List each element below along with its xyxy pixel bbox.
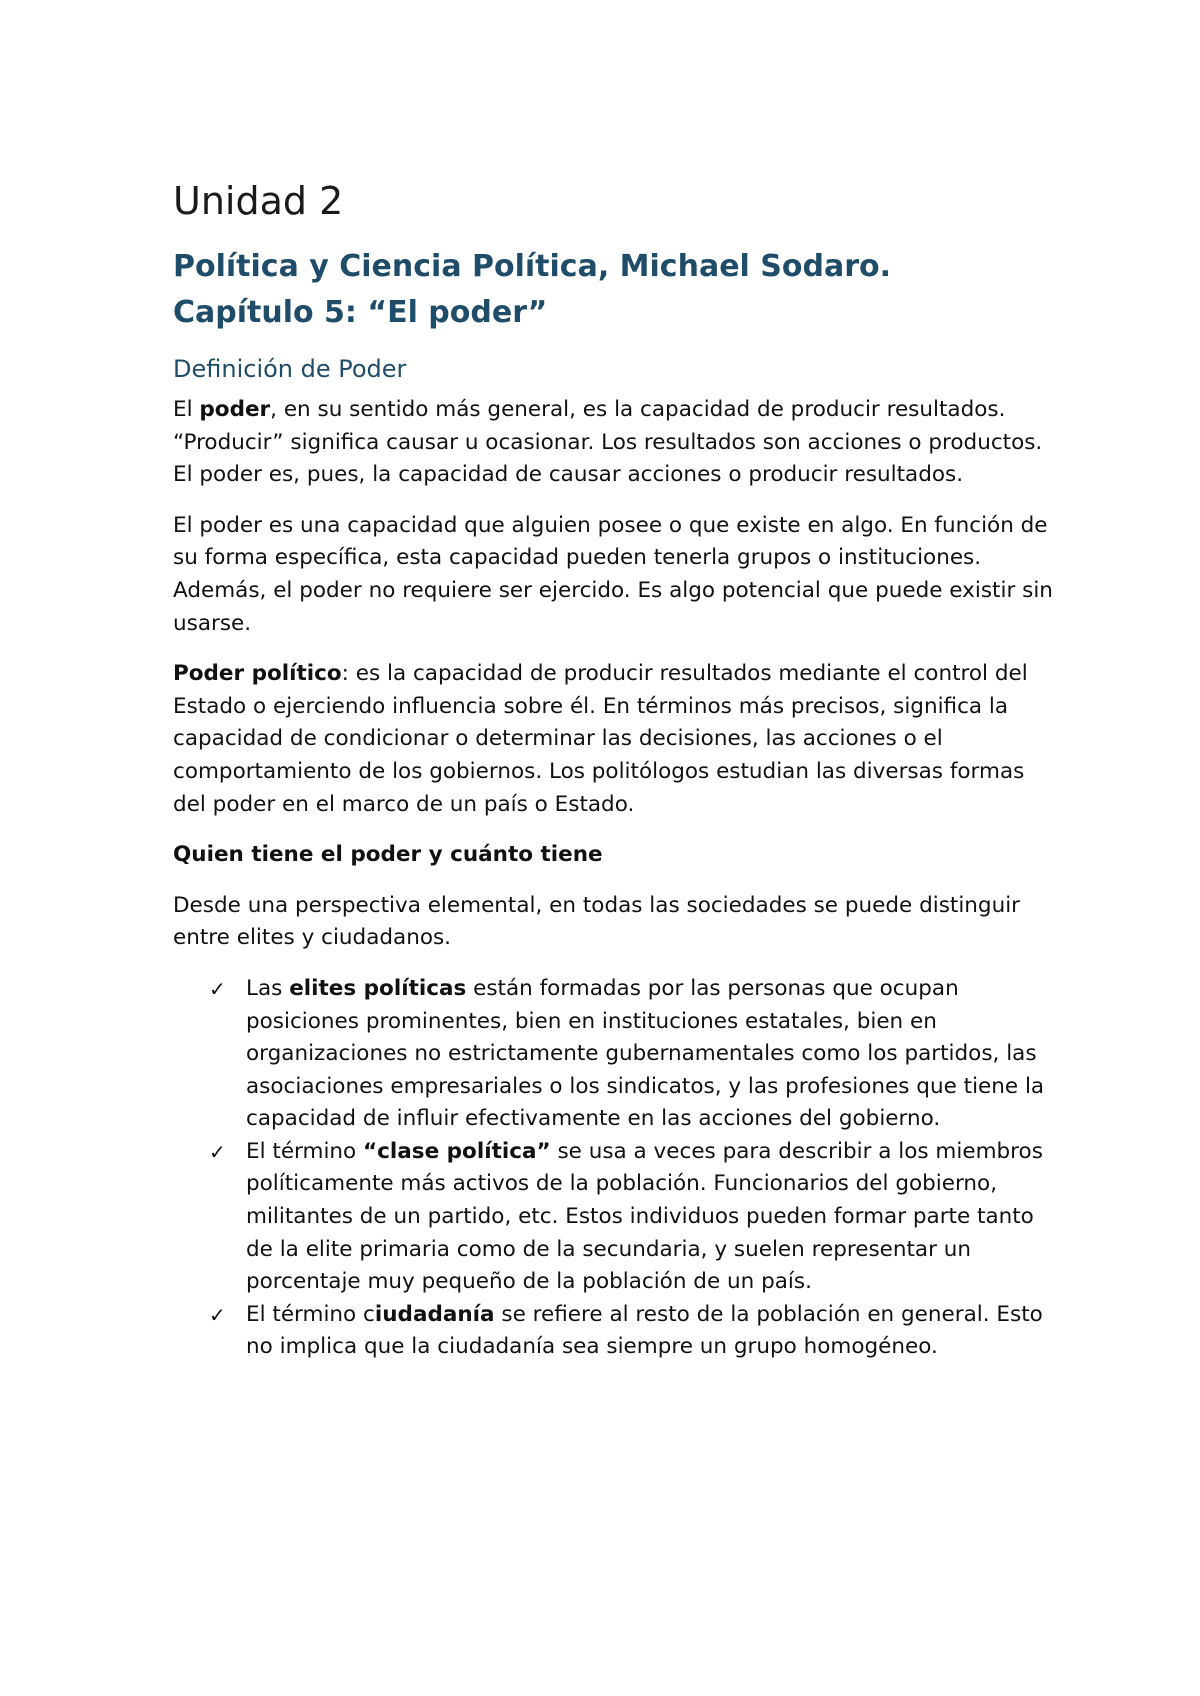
text-run: se usa a veces para describir a los miembros políticamente más activos de la población. Funcionarios del gobierno, militantes de un partido, etc. Estos individuos pueden formar parte tanto de la elite primaria como de la secundaria, y suelen representar un porcentaje muy pequeño de la población de un país. [246,1138,1043,1295]
section-title: Definición de Poder [173,355,407,383]
unit-title: Unidad 2 [173,179,344,223]
text-run: Las [246,975,290,1001]
list-item-clase-politica [173,1136,1053,1299]
text-run: , en su sentido más general, es la capacidad de producir resultados. “Producir” significa causar u ocasionar. Los resultados son acciones o productos. El poder es, pues, la capacidad de causar acciones o producir resultados. [173,397,1043,488]
bold-term-ciudadania: iudadanía [374,1301,495,1327]
chapter-title: Política y Ciencia Política, Michael Sodaro. Capítulo 5: “El poder” [173,249,892,330]
checklist [173,973,1053,1364]
subheading-who-has-power: Quien tiene el poder y cuánto tiene [173,842,603,868]
list-item-elites [173,973,1053,1136]
checkmark-icon: ✓ [209,976,226,1001]
bold-term-poder: poder [199,397,271,422]
text-run: se refiere al resto de la población en general. Esto no implica que la ciudadanía sea siempre un grupo homogéneo. [246,1301,1043,1360]
document-body [173,394,1053,1364]
text-run: : es la capacidad de producir resultados mediante el control del Estado o ejerciendo influencia sobre él. En términos más precisos, significa la capacidad de condicionar o determinar las decisiones, las acciones o el comportamiento de los gobiernos. Los politólogos estudian las diversas formas del poder en el marco de un país o Estado. [173,661,1028,817]
bold-term-poder-politico: Poder político [173,661,342,687]
text-run: El término [246,1138,364,1164]
checkmark-icon: ✓ [209,1139,226,1164]
paragraph-political-power [173,658,1053,821]
text-run: están formadas por las personas que ocupan posiciones prominentes, bien en instituciones estatales, bien en organizaciones no estrictamente gubernamentales como los partidos, las asociaciones empresariales o los sindicatos, y las profesiones que tiene la capacidad de influir efectivamente en las acciones del gobierno. [246,975,1045,1132]
text-run: El término c [246,1301,375,1327]
paragraph-power-capacity: El poder es una capacidad que alguien posee o que existe en algo. En función de su forma específica, esta capacidad pueden tenerla grupos o instituciones. Además, el poder no requiere ser ejercido. Es algo potencial que puede existir sin usarse. [173,512,1053,636]
checkmark-icon: ✓ [209,1302,226,1327]
paragraph-elites-citizens: Desde una perspectiva elemental, en todas las sociedades se puede distinguir entre elites y ciudadanos. [173,892,1021,951]
text-run: El [173,397,200,422]
bold-term-clase-politica: “clase política” [363,1138,551,1164]
list-item-ciudadania [173,1299,1053,1364]
paragraph-power-definition [173,394,1053,492]
bold-term-elites-politicas: elites políticas [289,975,467,1001]
